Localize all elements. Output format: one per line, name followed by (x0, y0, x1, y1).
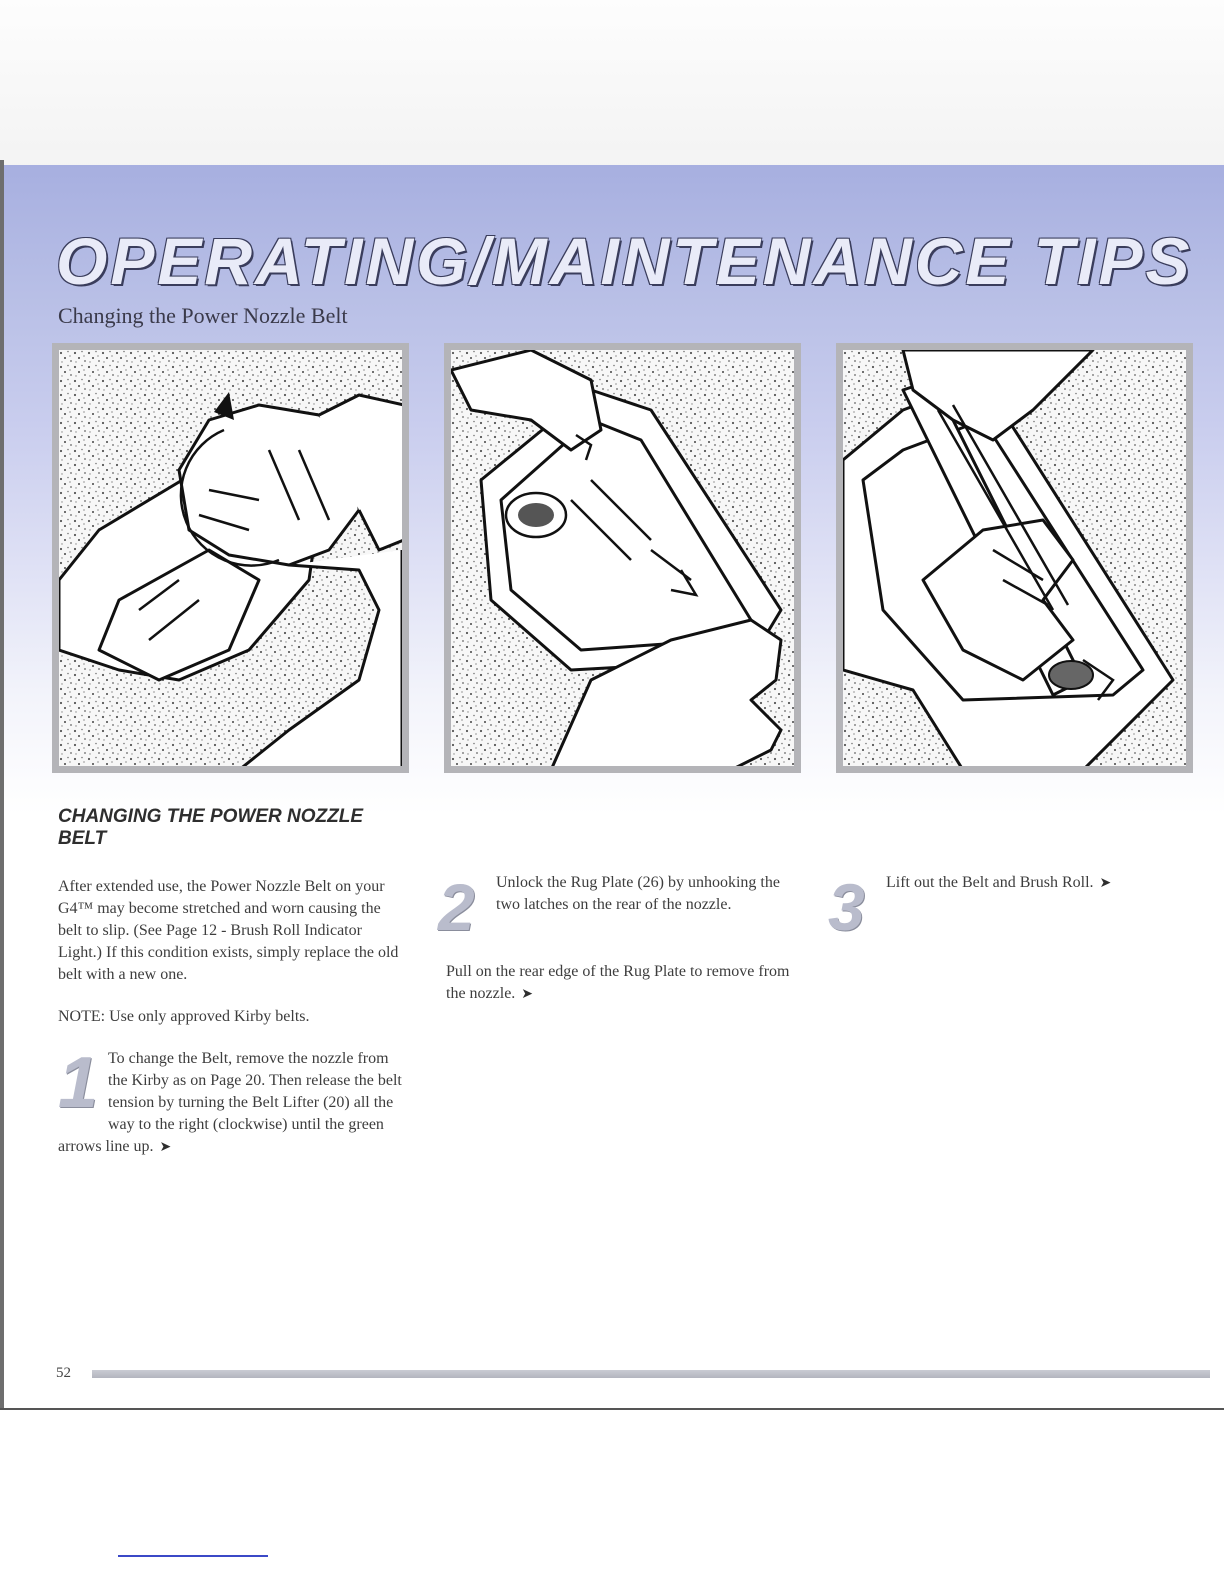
step-3 (828, 870, 1173, 944)
step-1 (58, 1043, 403, 1159)
footer-bar (92, 1370, 1210, 1378)
page-number: 52 (56, 1365, 71, 1381)
page-title: OPERATING/MAINTENANCE TIPS (56, 224, 1193, 298)
figure-rug-plate (444, 343, 801, 773)
step-text: To change the Belt, remove the nozzle from the Kirby as on Page 20. Then release the belt tension by turning the Belt Lifter (20) all the way to the right (clockwise) until the green arrows line up. (58, 1050, 402, 1155)
continue-arrow-icon: ➤ (521, 987, 534, 1002)
step-text: Unlock the Rug Plate (26) by unhooking the two latches on the rear of the nozzle. (496, 874, 780, 913)
page-subtitle: Changing the Power Nozzle Belt (58, 303, 348, 328)
step-2-extra (446, 961, 791, 1006)
scan-underline (118, 1555, 268, 1557)
page-bottom-rule (0, 1408, 1224, 1410)
hands-unlocking-rug-plate-icon (451, 350, 794, 766)
intro-paragraph: After extended use, the Power Nozzle Belt on your G4™ may become stretched and worn causing the belt to slip. (See Page 12 - Brush Roll Indicator Light.) If this condition exists, simply replace the old belt with a new one. (58, 878, 399, 983)
hands-lifting-brush-roll-icon (843, 350, 1186, 766)
figure-belt-lifter (52, 343, 409, 773)
step-extra-text: Pull on the rear edge of the Rug Plate to remove from the nozzle. (446, 963, 790, 1002)
section-heading: CHANGING THE POWER NOZZLE BELT (58, 806, 364, 849)
note-paragraph: NOTE: Use only approved Kirby belts. (58, 1008, 310, 1025)
continue-arrow-icon: ➤ (1099, 876, 1112, 891)
step-2 (438, 870, 783, 944)
step-number: 1 (58, 1043, 99, 1123)
step-text: Lift out the Belt and Brush Roll. (886, 874, 1094, 891)
step-number: 2 (438, 870, 475, 944)
page-top-margin (0, 0, 1224, 170)
continue-arrow-icon: ➤ (159, 1140, 172, 1155)
step-number: 3 (828, 870, 865, 944)
figure-brush-roll (836, 343, 1193, 773)
hand-turning-belt-lifter-icon (59, 350, 402, 766)
